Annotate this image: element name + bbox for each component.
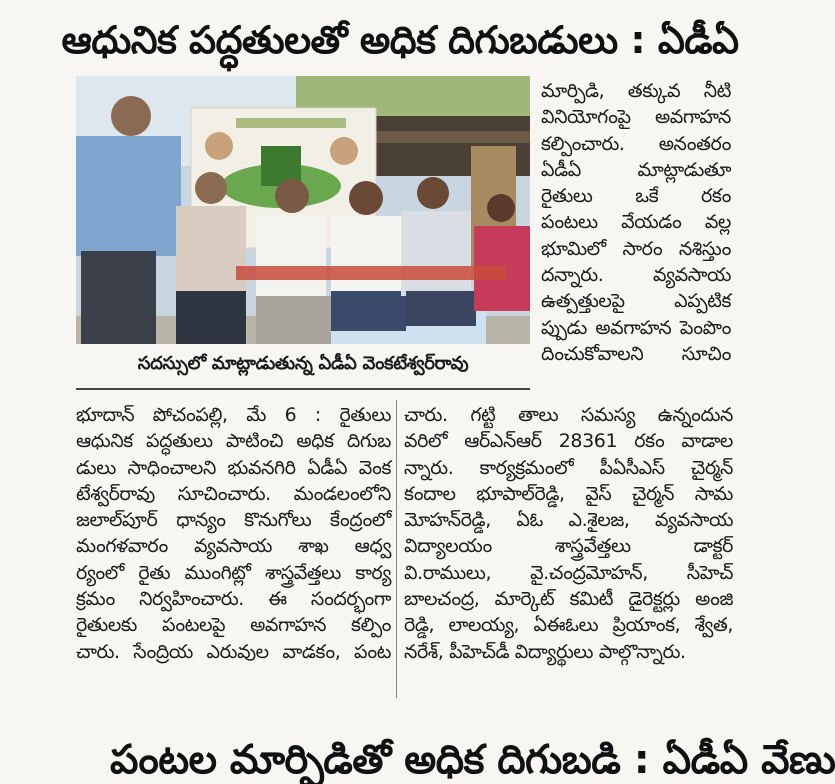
text-line: ఆధునిక పద్ధతులు పాటించి అధిక దిగుబ [76, 430, 391, 453]
text-line: న్నారు. కార్యక్రమంలో పీఏసీఎస్ చైర్మన్ [404, 456, 733, 479]
text-line: దన్నారు. వ్యవసాయ [541, 264, 731, 287]
text-line: మోహన్‌రెడ్డి, ఏఓ ఎ.శైలజ, వ్యవసాయ [404, 509, 733, 532]
news-photo [76, 76, 530, 344]
text-line: క్రమం నిర్వహించారు. ఈ సందర్భంగా [76, 588, 391, 611]
text-line: ర్యంలో రైతు ముంగిట్లో శాస్త్రవేత్తలు కార్య [76, 561, 391, 584]
caption-divider [76, 388, 530, 390]
text-line: రెడ్డి, లాలయ్య, ఏఈఓలు ప్రియాంక, శ్వేత, [404, 614, 733, 637]
text-line: వినియోగంపై అవగాహన [541, 106, 731, 129]
text-line: పంటలు వేయడం వల్ల [541, 211, 731, 234]
next-article-headline [110, 736, 835, 783]
text-line: నరేశ్, పీహెచ్‌డీ విద్యార్థులు పాల్గొన్నారు. [404, 640, 686, 663]
text-line: కల్పించారు. అనంతరం [541, 132, 731, 155]
text-line: విద్యాలయం శాస్త్రవేత్తలు డాక్టర్ [404, 535, 733, 558]
text-line: బాలచంద్ర, మార్కెట్ కమిటీ డైరెక్టర్లు అంజి [404, 588, 733, 611]
text-line: భూమిలో సారం నశిస్తుం [541, 237, 731, 260]
text-line: మార్పిడి, తక్కువ నీటి [541, 80, 731, 102]
article-headline: ఆధునిక పద్ధతులతో అధిక దిగుబడులు : ఏడీఏ [61, 18, 739, 62]
text-line: మంగళవారం వ్యవసాయ శాఖ ఆధ్వ [76, 535, 391, 558]
text-line: చారు. గట్టి తాలు సమస్య ఉన్నందున [404, 404, 733, 426]
text-line: ప్పుడు అవగాహన పెంపొం [541, 316, 731, 339]
text-line: ఏడీఏ మాట్లాడుతూ [541, 158, 731, 181]
text-line: రైతులకు పంటలపై అవగాహన కల్పిం [76, 614, 391, 637]
column-right-bottom [404, 402, 733, 665]
text-line: భూదాన్ పోచంపల్లి, మే 6 : రైతులు [76, 404, 391, 426]
text-line: చారు. సేంద్రియ ఎరువుల వాడకం, పంట [76, 640, 391, 663]
text-line: ఉత్పత్తులపై ఎప్పటిక [541, 290, 731, 313]
text-line: దించుకోవాలని సూచిం [541, 342, 731, 365]
text-line: డులు సాధించాలని భువనగిరి ఏడీఏ వెంక [76, 456, 391, 479]
column-left [76, 402, 391, 665]
text-line: కందాల భూపాల్‌రెడ్డి, వైస్ చైర్మన్ సామ [404, 482, 733, 505]
text-line: వి.రాములు, వై.చంద్రమోహన్, సీహెచ్ [404, 561, 733, 584]
next-headline-text: పంటల మార్పిడితో అధిక దిగుబడి : ఏడీఏ వేణు [110, 737, 835, 783]
photo-caption: సదస్సులో మాట్లాడుతున్న ఏడీఏ వెంకటేశ్వర్‌రావు [137, 353, 469, 374]
text-line: జలాల్‌పూర్ ధాన్యం కొనుగోలు కేంద్రంలో [76, 509, 391, 532]
text-line: వరిలో ఆర్‌ఎన్‌ఆర్ 28361 రకం వాడాల [404, 430, 733, 453]
text-line: రైతులు ఒకే రకం [541, 185, 731, 208]
column-divider [396, 400, 397, 698]
text-line: టేశ్వర్‌రావు సూచించారు. మండలంలోని [76, 482, 391, 505]
column-right-top [541, 78, 731, 367]
